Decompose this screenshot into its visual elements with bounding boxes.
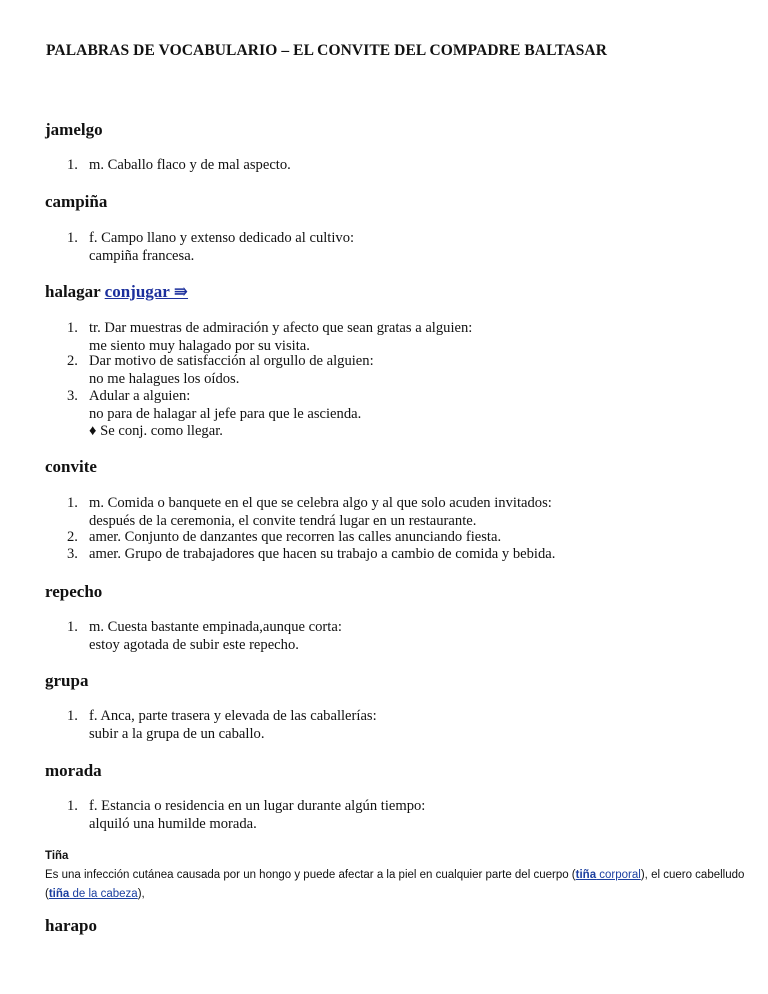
definition-text: f. Estancia o residencia en un lugar durante algún tiempo: <box>89 798 426 814</box>
definition-note: ♦ Se conj. como llegar. <box>89 423 223 439</box>
definition-convite-3 <box>67 546 555 564</box>
definition-text: Dar motivo de satisfacción al orgullo de alguien: <box>89 353 374 369</box>
definition-number: 1. <box>67 157 78 173</box>
definition-halagar-1 <box>67 320 472 355</box>
definition-morada-1 <box>67 798 425 833</box>
definition-campina-1 <box>67 230 354 265</box>
definition-text: Adular a alguien: <box>89 388 191 404</box>
definition-number: 1. <box>67 495 78 511</box>
definition-text: f. Anca, parte trasera y elevada de las caballerías: <box>89 708 377 724</box>
tina-text-c: ), <box>137 888 145 900</box>
term-tina: Tiña <box>45 850 69 862</box>
definition-number: 1. <box>67 230 78 246</box>
definition-example: no me halagues los oídos. <box>89 370 240 387</box>
definition-number: 1. <box>67 708 78 724</box>
definition-number: 2. <box>67 529 78 545</box>
definition-text: tr. Dar muestras de admiración y afecto que sean gratas a alguien: <box>89 320 473 336</box>
term-halagar <box>45 282 188 302</box>
term-morada: morada <box>45 761 102 780</box>
definition-text: m. Caballo flaco y de mal aspecto. <box>89 157 291 173</box>
definition-text: m. Comida o banquete en el que se celebra algo y al que solo acuden invitados: <box>89 495 552 511</box>
definition-example: estoy agotada de subir este repecho. <box>89 636 299 653</box>
tina-text-b: ), el cuero cabelludo ( <box>45 869 745 900</box>
definition-number: 3. <box>67 546 78 562</box>
definition-example: después de la ceremonia, el convite tendrá lugar en un restaurante. <box>89 512 477 529</box>
page-title: PALABRAS DE VOCABULARIO – EL CONVITE DEL COMPADRE BALTASAR <box>46 42 607 59</box>
term-convite: convite <box>45 457 97 476</box>
definition-repecho-1 <box>67 619 342 654</box>
definition-number: 3. <box>67 388 78 404</box>
tina-corporal-link-rest: corporal <box>596 869 641 881</box>
tina-text-a: Es una infección cutánea causada por un hongo y puede afectar a la piel en cualquier parte del cuerpo ( <box>45 869 576 881</box>
definition-halagar-2 <box>67 353 374 388</box>
definition-number: 1. <box>67 798 78 814</box>
term-harapo: harapo <box>45 916 97 935</box>
tina-corporal-link-bold: tiña <box>575 869 597 881</box>
definition-example: me siento muy halagado por su visita. <box>89 337 310 354</box>
term-campina: campiña <box>45 192 108 211</box>
definition-text: amer. Conjunto de danzantes que recorren las calles anunciando fiesta. <box>89 529 502 545</box>
definition-convite-2 <box>67 529 501 547</box>
definition-example: alquiló una humilde morada. <box>89 815 257 832</box>
tina-cabeza-link[interactable] <box>49 888 138 900</box>
definition-example: no para de halagar al jefe para que le ascienda. <box>89 405 362 422</box>
definition-grupa-1 <box>67 708 377 743</box>
tina-paragraph <box>45 866 745 904</box>
definition-text: f. Campo llano y extenso dedicado al cultivo: <box>89 230 355 246</box>
definition-example: subir a la grupa de un caballo. <box>89 725 265 742</box>
definition-example: campiña francesa. <box>89 247 195 264</box>
definition-text: amer. Grupo de trabajadores que hacen su trabajo a cambio de comida y bebida. <box>89 546 556 562</box>
definition-convite-1 <box>67 495 552 530</box>
term-halagar-word: halagar <box>45 282 101 301</box>
definition-number: 1. <box>67 320 78 336</box>
term-grupa: grupa <box>45 671 89 690</box>
definition-text: m. Cuesta bastante empinada,aunque corta: <box>89 619 342 635</box>
term-jamelgo: jamelgo <box>45 120 103 139</box>
definition-number: 2. <box>67 353 78 369</box>
conjugar-link[interactable]: conjugar ⇛ <box>104 282 189 301</box>
tina-corporal-link[interactable] <box>576 869 641 881</box>
definition-number: 1. <box>67 619 78 635</box>
definition-jamelgo-1 <box>67 157 291 175</box>
definition-halagar-3 <box>67 388 361 441</box>
term-repecho: repecho <box>45 582 103 601</box>
tina-cabeza-link-bold: tiña <box>48 888 70 900</box>
tina-cabeza-link-rest: de la cabeza <box>69 888 138 900</box>
